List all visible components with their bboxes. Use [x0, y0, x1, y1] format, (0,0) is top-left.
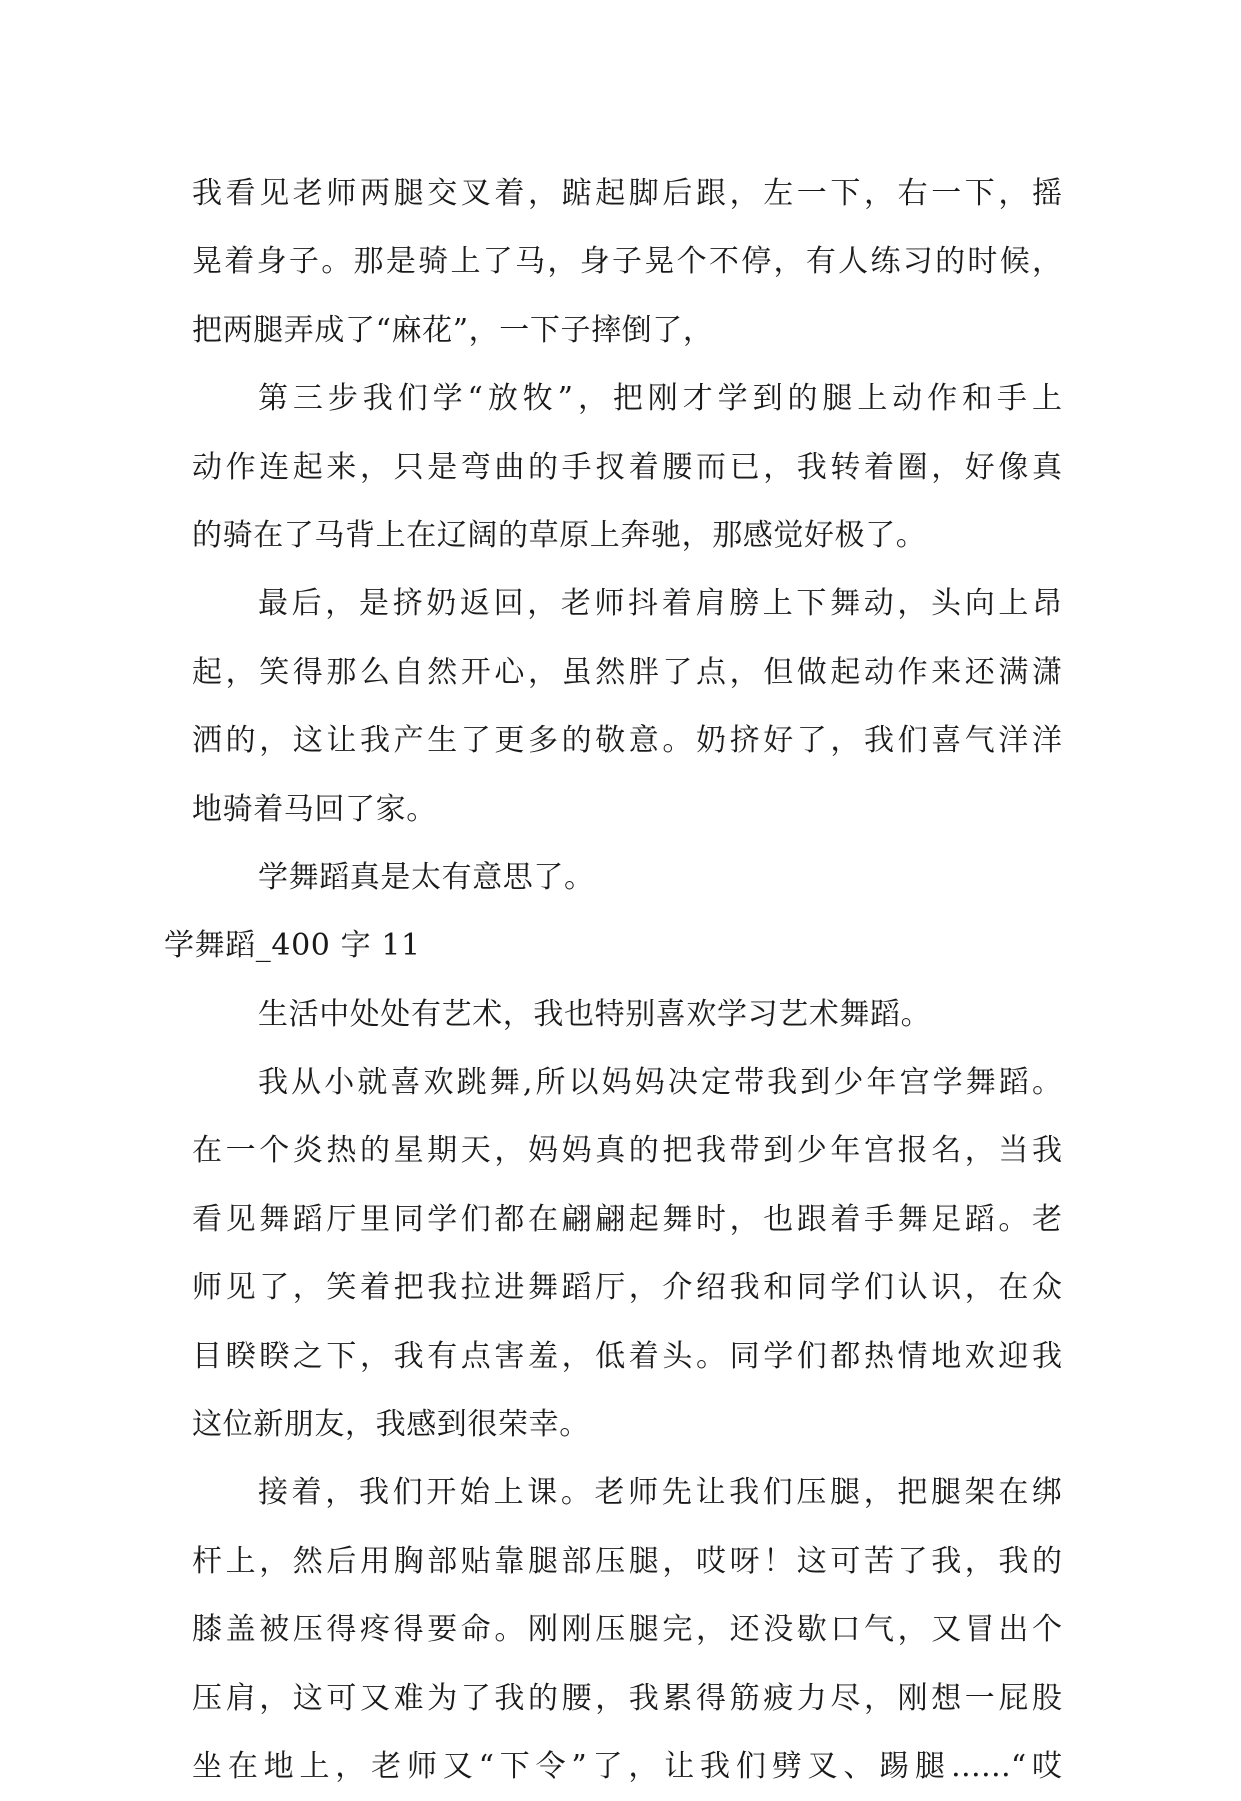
text-line: 我从小就喜欢跳舞,所以妈妈决定带我到少年宫学舞蹈。 [258, 1065, 1062, 1101]
text-line: 起，笑得那么自然开心，虽然胖了点，但做起动作来还满潇 [192, 654, 1062, 690]
section-heading: 学舞蹈_400 字 11 [164, 928, 421, 964]
text-line: 膝盖被压得疼得要命。刚刚压腿完，还没歇口气，又冒出个 [192, 1612, 1062, 1648]
text-line: 压肩，这可又难为了我的腰，我累得筋疲力尽，刚想一屁股 [192, 1680, 1062, 1716]
text-line: 晃着身子。那是骑上了马，身子晃个不停，有人练习的时候， [192, 244, 1062, 280]
text-line: 第三步我们学“放牧”，把刚才学到的腿上动作和手上 [258, 381, 1062, 417]
text-line: 在一个炎热的星期天，妈妈真的把我带到少年宫报名，当我 [192, 1133, 1062, 1169]
text-line: 最后，是挤奶返回，老师抖着肩膀上下舞动，头向上昂 [258, 586, 1062, 622]
text-line: 杆上，然后用胸部贴靠腿部压腿，哎呀！这可苦了我，我的 [192, 1543, 1062, 1579]
body-text [164, 160, 1062, 1801]
text-line: 我看见老师两腿交叉着，踮起脚后跟，左一下，右一下，摇 [192, 176, 1062, 211]
text-line: 目睽睽之下，我有点害羞，低着头。同学们都热情地欢迎我 [192, 1338, 1062, 1374]
text-line: 动作连起来，只是弯曲的手扠着腰而已，我转着圈，好像真 [192, 449, 1062, 485]
text-line: 坐在地上，老师又“下令”了，让我们劈叉、踢腿……“哎 [192, 1748, 1062, 1784]
text-line: 学舞蹈真是太有意思了。 [258, 859, 595, 895]
text-line: 洒的，这让我产生了更多的敬意。奶挤好了，我们喜气洋洋 [192, 723, 1062, 759]
text-line: 看见舞蹈厅里同学们都在翩翩起舞时，也跟着手舞足蹈。老 [192, 1201, 1062, 1237]
text-line: 生活中处处有艺术，我也特别喜欢学习艺术舞蹈。 [258, 996, 932, 1032]
text-line: 把两腿弄成了“麻花”，一下子摔倒了， [192, 312, 714, 348]
text-line: 师见了，笑着把我拉进舞蹈厅，介绍我和同学们认识，在众 [192, 1270, 1062, 1306]
text-line: 的骑在了马背上在辽阔的草原上奔驰，那感觉好极了。 [192, 517, 927, 553]
text-line: 接着，我们开始上课。老师先让我们压腿，把腿架在绑 [258, 1475, 1062, 1511]
text-line: 地骑着马回了家。 [192, 791, 437, 827]
text-line: 这位新朋友，我感到很荣幸。 [192, 1407, 590, 1443]
